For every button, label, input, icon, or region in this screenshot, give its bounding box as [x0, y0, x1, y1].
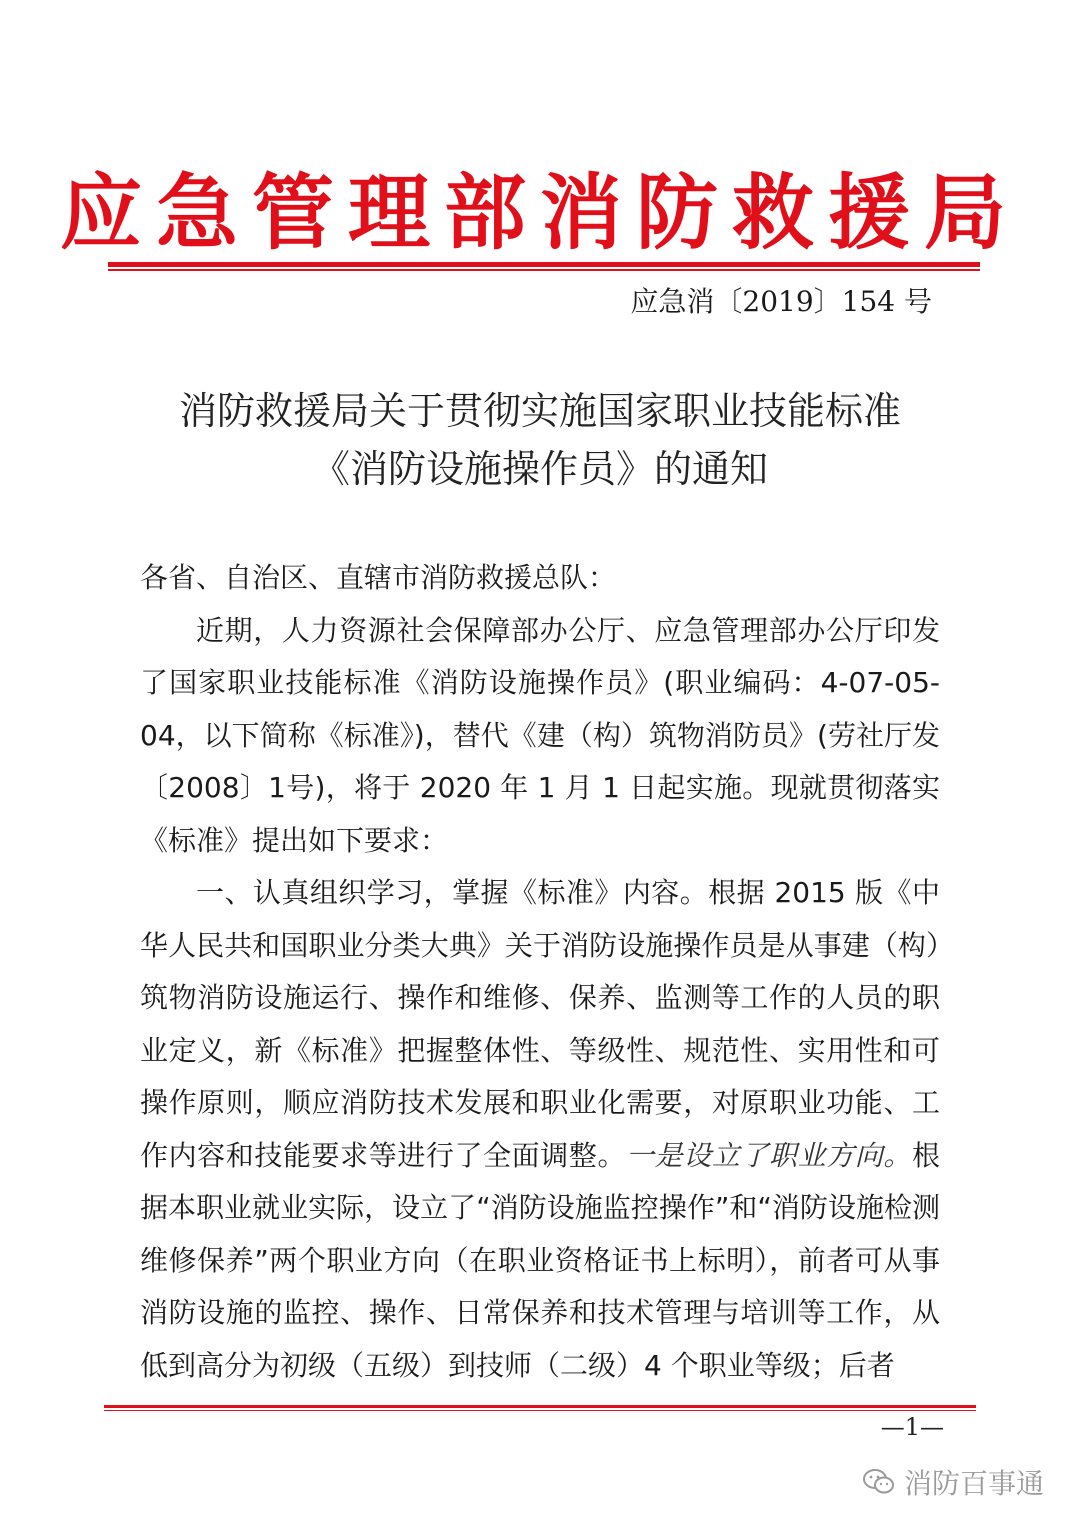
paragraph-2-main: 一、认真组织学习，掌握《标准》内容。根据 2015 版《中华人民共和国职业分类大典》关于消防设施操作员是从事建（构）筑物消防设施运行、操作和维修、保养、监测等工作的人员的职业定义，新《标准》把握整体性、等级性、规范性、实用性和可操作原则，顺应消防技术发展和职业化需要，对原职业功能、工作内容和技能要求等进行了全面调整。: [140, 876, 940, 1172]
header-red-rule-thick: [108, 262, 980, 267]
handwritten-phrase: 一是设立了职业方向。: [626, 1138, 912, 1172]
paragraph-2-rest: 根据本职业就业实际，设立了“消防设施监控操作”和“消防设施检测维修保养”两个职业方向（在职业资格证书上标明），前者可从事消防设施的监控、操作、日常保养和技术管理与培训等工作，从低到高分为初级（五级）到技师（二级）4 个职业等级；后者: [140, 1138, 940, 1382]
header-red-rule-thin: [108, 269, 980, 271]
footer-red-rule-thin: [104, 1410, 976, 1411]
title-line-2: 《消防设施操作员》的通知: [311, 447, 768, 491]
salutation: 各省、自治区、直辖市消防救援总队：: [140, 561, 617, 594]
watermark-text: 消防百事通: [903, 1467, 1044, 1500]
wechat-icon: [862, 1467, 896, 1497]
title-line-1: 消防救援局关于贯彻实施国家职业技能标准: [178, 389, 901, 433]
watermark: [862, 1462, 1044, 1502]
agency-masthead: 应急管理部消防救援局: [59, 165, 1020, 261]
footer-red-rule-thick: [104, 1405, 976, 1408]
document-body: [140, 552, 940, 1392]
paragraph-1: 近期，人力资源社会保障部办公厅、应急管理部办公厅印发了国家职业技能标准《消防设施操作员》(职业编码：4-07-05-04，以下简称《标准》)，替代《建（构）筑物消防员》(劳社厅发〔2008〕1号)，将于 2020 年 1 月 1 日起实施。现就贯彻落实《标准》提出如下要求：: [140, 613, 940, 857]
document-number: 应急消〔2019〕154 号: [630, 285, 932, 318]
page-number: —1—: [880, 1413, 944, 1441]
paragraph-2: [140, 867, 940, 1392]
